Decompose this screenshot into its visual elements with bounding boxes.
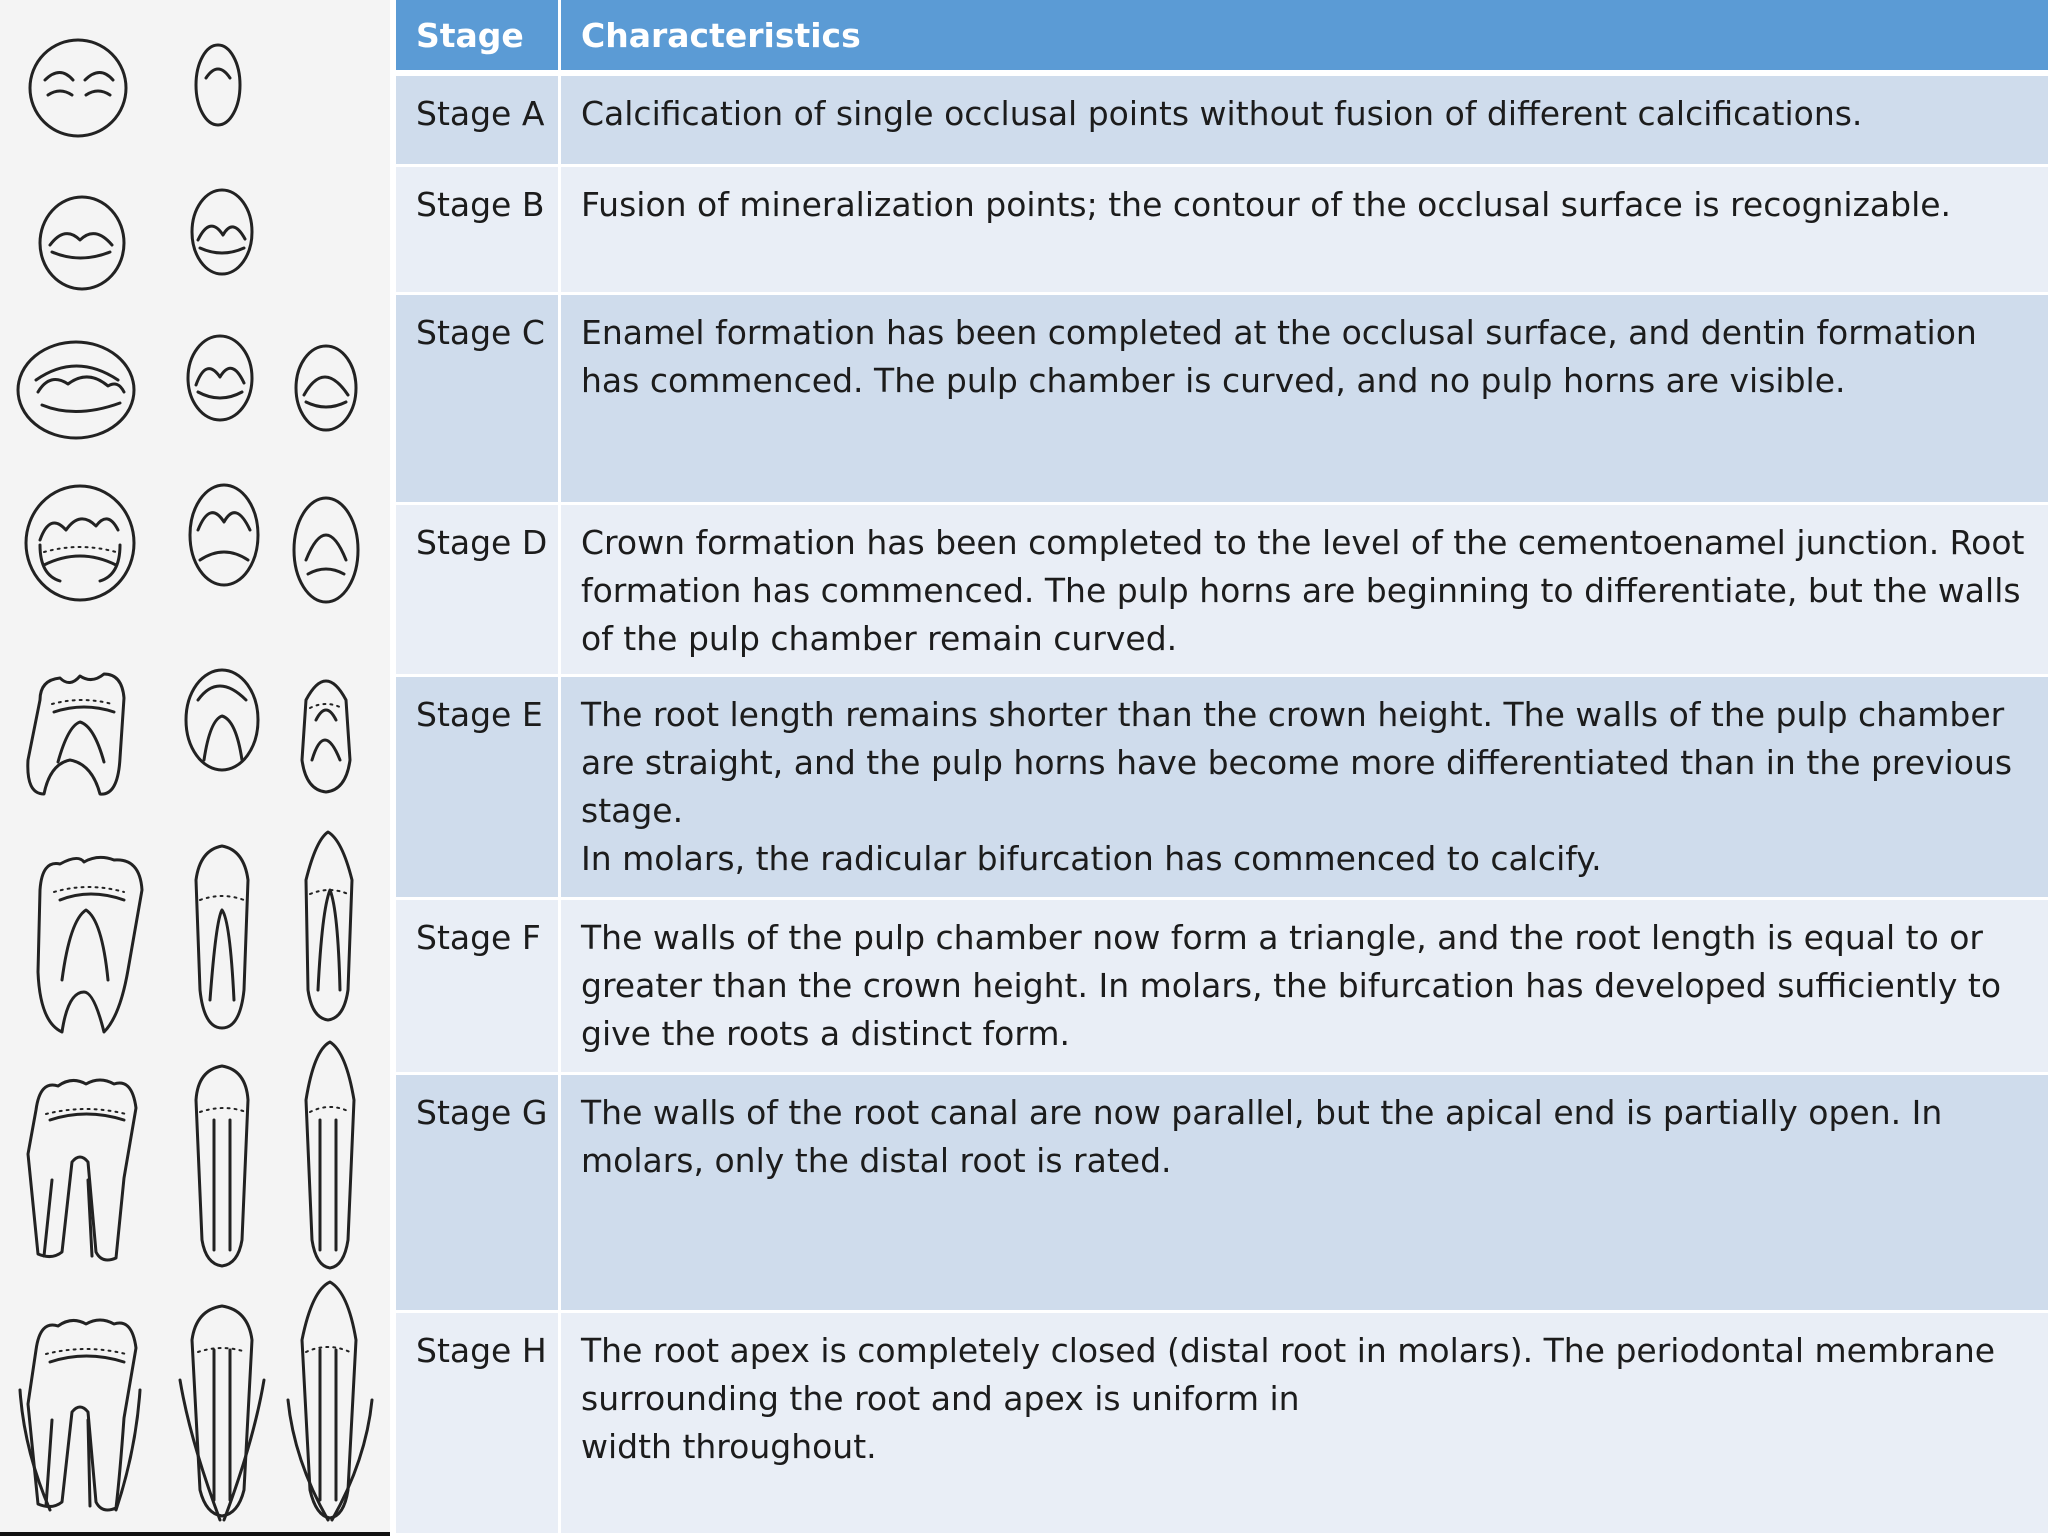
stage-column-header: Stage <box>395 0 560 73</box>
stage-f-molar-drawing <box>38 857 142 1032</box>
characteristics-text: Crown formation has been completed to the level of the cementoenamel junction. Root formation has commenced. The pulp horns are beginning to differentiate, but the walls of the pulp chamber remain curved. <box>581 522 2025 658</box>
stage-cell: Stage F <box>395 898 560 1073</box>
characteristics-text: Calcification of single occlusal points without fusion of different calcifications. <box>581 94 1863 133</box>
characteristics-cell <box>560 1311 2048 1535</box>
table-header-row <box>395 0 2048 73</box>
stage-d-premolar-drawing <box>190 485 258 585</box>
stage-c-canine-drawing <box>296 346 356 430</box>
characteristics-text: Fusion of mineralization points; the contour of the occlusal surface is recognizable. <box>581 184 1952 224</box>
stage-c-premolar-drawing <box>188 336 252 420</box>
table-row <box>395 73 2048 165</box>
stage-f-canine-drawing <box>306 832 352 1020</box>
stage-c-molar-drawing <box>18 342 134 438</box>
table-row <box>395 898 2048 1073</box>
table-row <box>395 675 2048 898</box>
stage-characteristics-table <box>393 0 2048 1536</box>
stage-e-canine-drawing <box>302 681 350 792</box>
characteristics-text: The walls of the pulp chamber now form a triangle, and the root length is equal to or greater than the crown height. In molars, the bifurcation has developed sufficiently to give the roots a distinct form. <box>581 917 2002 1053</box>
characteristics-text: The walls of the root canal are now parallel, but the apical end is partially open. In molars, only the distal root is rated. <box>581 1092 1943 1180</box>
stage-cell: Stage C <box>395 293 560 503</box>
table-row <box>395 503 2048 675</box>
characteristics-text: Enamel formation has been completed at the occlusal surface, and dentin formation has commenced. The pulp chamber is curved, and no pulp horns are visible. <box>581 312 1977 400</box>
stage-h-molar-drawing <box>20 1320 140 1510</box>
stage-b-premolar-drawing <box>192 190 252 274</box>
stage-h-canine-drawing <box>288 1282 372 1520</box>
stage-d-canine-drawing <box>294 498 358 602</box>
stage-a-premolar-drawing <box>196 45 240 125</box>
characteristics-cell <box>560 1073 2048 1311</box>
tooth-development-figure <box>0 0 390 1536</box>
characteristics-column-header: Characteristics <box>560 0 2048 73</box>
stage-a-molar-drawing <box>30 40 126 136</box>
stage-cell: Stage B <box>395 165 560 293</box>
characteristics-cell <box>560 165 2048 293</box>
stage-cell: Stage G <box>395 1073 560 1311</box>
characteristics-cell <box>560 293 2048 503</box>
stage-d-molar-drawing <box>26 486 134 600</box>
characteristics-cell <box>560 503 2048 675</box>
table-row <box>395 293 2048 503</box>
stage-g-premolar-drawing <box>196 1066 248 1266</box>
stage-h-premolar-drawing <box>180 1306 264 1520</box>
stage-g-molar-drawing <box>28 1080 136 1260</box>
characteristics-cell <box>560 675 2048 898</box>
stage-e-molar-drawing <box>28 674 124 794</box>
stage-cell: Stage H <box>395 1311 560 1535</box>
characteristics-text: The root apex is completely closed (distal root in molars). The periodontal membrane surrounding the root and apex is uniform in width throughout. <box>581 1330 1996 1466</box>
characteristics-cell <box>560 898 2048 1073</box>
table-row <box>395 1311 2048 1535</box>
characteristics-text: The root length remains shorter than the crown height. The walls of the pulp chamber are straight, and the pulp horns have become more differentiated than in the previous stage. In molars, the radicular bifurcation has commenced to calcify. <box>581 694 2013 878</box>
stage-g-canine-drawing <box>306 1042 354 1268</box>
table-row <box>395 1073 2048 1311</box>
stage-e-premolar-drawing <box>186 670 258 770</box>
characteristics-cell <box>560 73 2048 165</box>
table-row <box>395 165 2048 293</box>
stage-cell: Stage E <box>395 675 560 898</box>
stage-cell: Stage A <box>395 73 560 165</box>
stage-cell: Stage D <box>395 503 560 675</box>
stage-b-molar-drawing <box>40 197 124 289</box>
stage-f-premolar-drawing <box>196 846 248 1028</box>
